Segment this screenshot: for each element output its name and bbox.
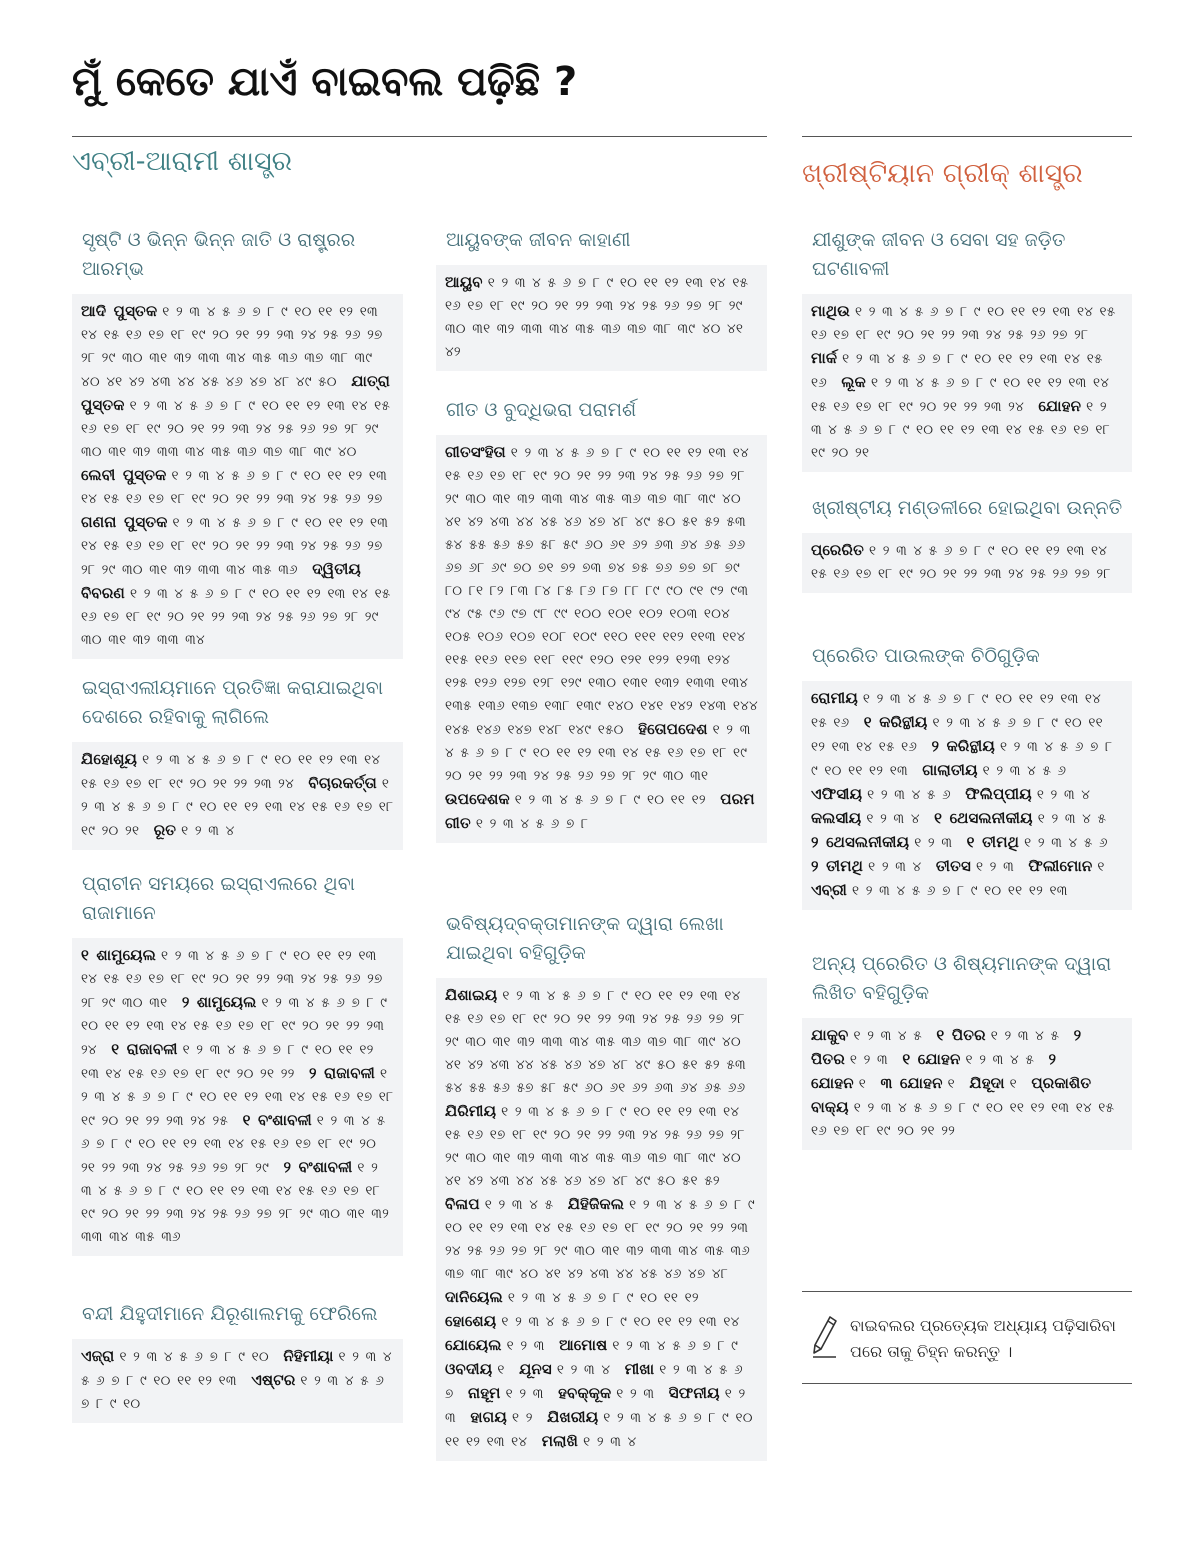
chapter-numbers[interactable]: ୧ ୨ ୩ ୪ ୫ ୬ ୭ ୮ ୯ ୧୦ ୧୧ ୧୨ ୧୩ ୧୪ ୧୫ ୧୬ ୧୭ ୧୮ ୧୯ ୨୦ ୨୧ ୨୨ ୨୩ ୨୪ ୨୫ ୨୬ ୨୭ ୨୮ ୨୯ ୩୦ ୩୧ (445, 722, 751, 784)
group-creation (72, 226, 403, 659)
book-name: ୧ ବଂଶାବଳୀ (242, 1111, 312, 1129)
book-item (967, 835, 1116, 851)
chapter-numbers[interactable]: ୧ ୨ ୩ ୪ ୫ ୬ ୭ ୮ ୯ ୧୦ ୧୧ ୧୨ ୧୩ ୧୪ ୧୫ ୧୬ ୧୭ ୧୮ ୧୯ ୨୦ ୨୧ ୨୨ ୨୩ ୨୪ (81, 995, 388, 1058)
book-name: ୧ ରାଜାବଳୀ (111, 1040, 178, 1058)
book-name: ୨ ଶାମୁୟେଲ (181, 993, 257, 1011)
book-item (445, 1290, 707, 1306)
group-title: ଅନ୍ୟ ପ୍ରେରିତ ଓ ଶିଷ୍ୟମାନଙ୍କ ଦ୍ୱାରା ଲିଖିତ ବହିଗୁଡ଼ିକ (812, 953, 1112, 1004)
book-item (445, 1104, 745, 1189)
book-name: ଯିହୋଶୂୟ (81, 750, 138, 768)
note-top-rule (802, 1291, 1132, 1292)
book-name: ଗଣନା ପୁସ୍ତକ (81, 513, 168, 531)
book-item (811, 883, 1076, 899)
group-title: ଭବିଷ୍ୟଦ୍‌ବକ୍ତାମାନଙ୍କ ଦ୍ୱାରା ଲେଖା ଯାଇଥିବା ବହିଗୁଡ଼ିକ (446, 913, 724, 964)
book-name: ଲେବୀ ପୁସ୍ତକ (81, 466, 167, 484)
book-name: ୧ କରିନ୍ଥୀୟ (863, 713, 928, 731)
book-name: ଯିହିଜିକଲ (567, 1195, 625, 1213)
chapter-numbers[interactable]: ୧ ୨ ୩ (445, 1386, 746, 1426)
greek-section-heading: ଖ୍ରୀଷ୍ଟିୟାନ ଗ୍ରୀକ୍‌ ଶାସ୍ତ୍ର (802, 158, 1083, 189)
page-title: ମୁଁ କେତେ ଯାଏଁ ବାଇବଲ ପଢ଼ିଛି ? (72, 59, 578, 105)
book-name: ଏଜ୍ରା (81, 1347, 115, 1365)
chapter-numbers[interactable]: ୧ (858, 1076, 866, 1092)
chapter-numbers[interactable]: ୧ ୨ ୩ ୪ ୫ ୬ ୭ ୮ ୯ ୧୦ ୧୧ ୧୨ ୧୩ ୧୪ ୧୫ ୧୬ ୧୭ ୧୮ ୧୯ ୨୦ ୨୧ ୨୨ ୨୩ ୨୪ ୨୫ ୨୬ ୨୭ ୨୮ ୨୯ ୩୦ ୩୧ ୩୨ ୩୩ ୩୪ (81, 586, 391, 648)
chapter-numbers[interactable]: ୧ ୨ ୩ ୪ ୫ (484, 1197, 554, 1213)
book-name: ୧ ତୀମଥି (966, 833, 1020, 851)
group-title: ପ୍ରାଚୀନ ସମୟରେ ଇସ୍ରାଏଲରେ ଥିବା ରାଜାମାନେ (82, 873, 355, 924)
book-name: ତୀତସ (935, 857, 971, 875)
book-name: ହିତୋପଦେଶ (638, 720, 708, 738)
book-name: ଗାଲାତୀୟ (922, 761, 978, 779)
book-name: ୧ ଯୋହନ (902, 1050, 961, 1068)
chapter-numbers[interactable]: ୧ ୨ ୩ ୪ ୫ ୬ ୭ ୮ ୯ ୧୦ ୧୧ ୧୨ ୧୩ ୧୪ ୧୫ ୧୬ (811, 691, 1101, 731)
book-name: ଯିଶାଇୟ (445, 986, 498, 1004)
book-name: ଓବଦୀୟ (445, 1360, 493, 1378)
book-name: ୨ ବଂଶାବଳୀ (283, 1158, 353, 1176)
chapter-numbers[interactable]: ୧ ୨ ୩ (975, 859, 1014, 875)
book-item (445, 1338, 553, 1354)
book-item (811, 811, 928, 827)
book-item (559, 1338, 746, 1354)
chapter-numbers[interactable]: ୧ ୨ ୩ ୪ ୫ ୬ ୭ ୮ ୯ ୧୦ ୧୧ ୧୨ ୧୩ ୧୪ ୧୫ ୧୬ ୧୭ ୧୮ ୧୯ ୨୦ ୨୧ (81, 776, 394, 839)
group-life-of-jesus (802, 226, 1132, 472)
chapter-numbers[interactable]: ୧ ୨ ୩ ୪ (866, 811, 920, 827)
book-item (542, 1434, 645, 1450)
book-item (445, 1314, 747, 1330)
chapter-numbers[interactable]: ୧ ୨ ୩ ୪ ୫ ୬ (1024, 835, 1108, 851)
chapter-numbers[interactable]: ୧ ୨ ୩ ୪ ୫ ୬ ୭ ୮ ୯ ୧୦ ୧୧ ୧୨ ୧୩ ୧୪ ୧୫ ୧୬ ୧୭ ୧୮ ୧୯ ୨୦ ୨୧ ୨୨ ୨୩ ୨୪ ୨୫ ୨୬ ୨୭ ୨୮ (811, 543, 1111, 582)
chapter-numbers[interactable]: ୧ ୨ ୩ ୪ ୫ ୬ (867, 787, 951, 803)
chapter-numbers[interactable]: ୧ ୨ ୩ ୪ ୫ ୬ ୭ ୮ ୯ ୧୦ ୧୧ ୧୨ ୧୩ ୧୪ (501, 1314, 740, 1330)
book-name: ହାଗୟ (470, 1408, 507, 1426)
book-name: ଯିରିମୀୟ (445, 1102, 497, 1120)
chapter-numbers[interactable]: ୧ ୨ ୩ ୪ ୫ ୬ ୭ ୮ ୯ ୧୦ ୧୧ ୧୨ ୧୩ (852, 883, 1068, 899)
chapter-numbers[interactable]: ୧ ୨ ୩ (506, 1338, 545, 1354)
chapter-box (436, 435, 767, 843)
chapter-numbers[interactable]: ୧ ୨ ୩ ୪ ୫ ୬ ୭ ୮ ୯ ୧୦ ୧୧ ୧୨ ୧୩ ୧୪ ୧୫ ୧୬ ୧୭ ୧୮ ୧୯ ୨୦ ୨୧ ୨୨ ୨୩ ୨୪ ୨୫ ୨୬ ୨୭ ୨୮ ୨୯ ୩୦ ୩୧ ୩୨ ୩୩ ୩୪ ୩୫ ୩୬ (81, 1160, 390, 1245)
book-name: ଆୟୁବ (445, 273, 483, 291)
title-divider-right (802, 136, 1132, 137)
chapter-numbers[interactable]: ୧ (497, 1362, 505, 1378)
book-name: ୨ କରିନ୍ଥୀୟ (931, 737, 995, 755)
chapter-numbers[interactable]: ୧ ୨ ୩ ୪ ୫ ୬ ୭ ୮ ୯ ୧୦ (119, 1349, 269, 1365)
chapter-numbers[interactable]: ୧ ୨ ୩ ୪ ୫ ୬ ୭ ୮ ୯ ୧୦ ୧୧ ୧୨ ୧୩ ୧୪ ୧୫ ୧୬ ୧୭ ୧୮ ୧୯ ୨୦ ୨୧ ୨୨ ୨୩ ୨୪ ୨୫ ୨୬ ୨୭ ୨୮ ୨୯ (81, 1113, 386, 1176)
book-item (969, 1076, 1024, 1092)
chapter-numbers[interactable]: ୧ ୨ ୩ ୪ ୫ ୬ ୭ ୮ ୯ ୧୦ ୧୧ ୧୨ ୧୩ ୧୪ ୧୫ ୧୬ ୧୭ ୧୮ ୧୯ ୨୦ ୨୧ ୨୨ (81, 1042, 374, 1082)
group-job (436, 226, 767, 371)
note-text: ବାଇବଲର ପ୍ରତ୍ୟେକ ଅଧ୍ୟାୟ ପଢ଼ିସାରିବା ପରେ ତାକୁ ଚିହ୍ନ କରନ୍ତୁ । (850, 1316, 1116, 1361)
book-item (470, 1410, 540, 1426)
book-name: ଯିହୂଦା (969, 1074, 1005, 1092)
chapter-numbers[interactable]: ୧ ୨ ୩ ୪ (181, 823, 235, 839)
book-item (936, 1028, 1067, 1044)
chapter-numbers[interactable]: ୧ (1009, 1076, 1017, 1092)
book-name: ଦାନିୟେଲ (445, 1288, 503, 1306)
book-name: ମାର୍କ (811, 349, 838, 367)
book-name: ଫିଲୀମୋନ (1028, 857, 1093, 875)
chapter-numbers[interactable]: ୧ ୨ ୩ ୪ ୫ ୬ ୭ ୮ ୯ ୧୦ ୧୧ ୧୨ ୧୩ ୧୪ ୧୫ ୧୬ (811, 715, 1103, 755)
group-title: ବନ୍ଦୀ ଯିହୁଦୀମାନେ ଯିରୂଶାଲମକୁ ଫେରିଲେ (82, 1303, 378, 1325)
book-name: ଫିଲିପ୍ପୀୟ (965, 785, 1032, 803)
chapter-numbers[interactable]: ୧ ୨ ୩ ୪ ୫ ୬ ୭ ୮ ୯ ୧୦ ୧୧ ୧୨ ୧୩ ୧୪ ୧୫ ୧୬ (811, 351, 1103, 391)
chapter-numbers[interactable]: ୧ ୨ ୩ ୪ ୫ ୬ ୭ ୮ ୯ ୧୦ ୧୧ ୧୨ ୧୩ (81, 1349, 392, 1389)
book-item (811, 835, 960, 851)
group-prophets (436, 910, 767, 1461)
title-divider-left (72, 136, 767, 137)
group-songs-wisdom (436, 396, 767, 843)
book-item (445, 445, 758, 738)
chapter-numbers[interactable]: ୧ ୨ ୩ ୪ ୫ ୬ ୭ ୮ ୯ ୧୦ ୧୧ ୧୨ ୧୩ ୧୪ ୧୫ ୧୬ ୧୭ ୧୮ ୧୯ ୨୦ ୨୧ ୨୨ ୨୩ ୨୪ ୨୫ ୨୬ ୨୭ ୨୮ ୨୯ ୩୦ ୩୧ ୩୨ ୩୩ ୩୪ ୩୫ ୩୬ ୩୭ ୩୮ ୩୯ ୪୦ (81, 398, 391, 460)
chapter-numbers[interactable]: ୧ ୨ ୩ ୪ ୫ ୬ ୭ ୮ ୯ ୧୦ ୧୧ ୧୨ ୧୩ ୧୪ ୧୫ ୧୬ ୧୭ ୧୮ ୧୯ ୨୦ ୨୧ ୨୨ ୨୩ ୨୪ (81, 752, 381, 792)
book-name: ଦ୍ୱିତୀୟ ବିବରଣ (81, 560, 362, 602)
chapter-numbers[interactable]: ୧ ୨ ୩ ୪ (868, 859, 922, 875)
book-item (445, 1197, 561, 1213)
book-name: ଏଫିସୀୟ (811, 785, 863, 803)
group-title: ଇସ୍ରାଏଲୀୟମାନେ ପ୍ରତିଜ୍ଞା କରାଯାଇଥିବା ଦେଶରେ ରହିବାକୁ ଲାଗିଲେ (82, 677, 384, 728)
book-name: ୨ ଥେସଲନୀକୀୟ (811, 833, 910, 851)
chapter-numbers[interactable]: ୧ ୨ ୩ ୪ ୫ ୬ ୭ ୮ ୯ ୧୦ ୧୧ ୧୨ (514, 792, 706, 808)
book-name: ଯୋହନ (1038, 397, 1082, 415)
chapter-numbers[interactable]: ୧ ୨ ୩ ୪ (1036, 787, 1091, 803)
group-title: ଯୀଶୁଙ୍କ ଜୀବନ ଓ ସେବା ସହ ଜଡ଼ିତ ଘଟଣାବଳୀ (812, 229, 1066, 280)
book-name: ନାହୂମ (467, 1384, 501, 1402)
chapter-numbers[interactable]: ୧ ୨ ୩ ୪ ୫ (853, 1028, 922, 1044)
chapter-numbers[interactable]: ୧ ୨ ୩ ୪ ୫ ୬ ୭ ୮ ୯ (612, 1338, 739, 1354)
book-name: ମଲାଖି (541, 1432, 579, 1450)
group-promised-land (72, 674, 403, 850)
chapter-numbers[interactable]: ୧ ୨ ୩ ୪ ୫ ୬ ୭ ୮ ୯ ୧୦ ୧୧ ୧୨ ୧୩ ୧୪ ୧୫ ୧୬ ୧୭ ୧୮ ୧୯ ୨୦ ୨୧ ୨୨ ୨୩ ୨୪ ୨୫ ୨୬ ୨୭ ୨୮ ୨୯ ୩୦ ୩୧ ୩୨ ୩୩ ୩୪ ୩୫ ୩୬ ୩୭ ୩୮ ୩୯ ୪୦ ୪୧ ୪୨ ୪୩ ୪୪ ୪୫ ୪୬ ୪୭ ୪୮ (445, 1197, 755, 1282)
chapter-numbers[interactable]: ୧ ୨ ୩ (616, 1386, 655, 1402)
book-name: ଯାତ୍ରା ପୁସ୍ତକ (81, 372, 391, 414)
chapter-numbers[interactable]: ୧ ୨ ୩ ୪ ୫ ୬ ୭ ୮ ୯ ୧୦ ୧୧ ୧୨ (507, 1290, 699, 1306)
reading-note (802, 1291, 1132, 1383)
book-name: ବିଚାରକର୍ତ୍ତା (308, 774, 377, 792)
chapter-numbers[interactable]: ୧ ୨ ୩ ୪ ୫ ୬ ୭ ୮ ୯ ୧୦ ୧୧ ୧୨ ୧୩ ୧୪ ୧୫ ୧୬ ୧୭ ୧୮ ୧୯ ୨୦ ୨୧ ୨୨ ୨୩ ୨୪ ୨୫ ୨୬ ୨୭ ୨୮ ୨୯ ୩୦ ୩୧ ୩୨ ୩୩ ୩୪ ୩୫ ୩୬ ୩୭ ୩୮ ୩୯ ୪୦ ୪୧ ୪୨ ୪୩ ୪୪ ୪୫ ୪୬ ୪୭ ୪୮ ୪୯ ୫୦ (81, 304, 383, 390)
chapter-numbers[interactable]: ୧ ୨ ୩ ୪ ୫ ୬ ୭ ୮ ୯ ୧୦ ୧୧ ୧୨ ୧୩ ୧୪ ୧୫ ୧୬ ୧୭ ୧୮ ୧୯ ୨୦ ୨୧ ୨୨ ୨୩ ୨୪ ୨୫ ୨୬ ୨୭ ୨୮ ୨୯ ୩୦ ୩୧ ୩୨ ୩୩ ୩୪ ୩୫ ୩୬ (81, 515, 389, 578)
chapter-box (72, 1339, 403, 1423)
book-name: ୨ ରାଜାବଳୀ (309, 1064, 375, 1082)
chapter-box (436, 978, 767, 1461)
group-title: ଆୟୁବଙ୍କ ଜୀବନ କାହାଣୀ (446, 229, 631, 251)
book-item (468, 1386, 552, 1402)
book-item (965, 787, 1098, 803)
book-name: ଆମୋଷ (559, 1336, 608, 1354)
book-name: ଏବ୍ରୀ (811, 881, 848, 899)
book-item (811, 304, 1115, 343)
group-title: ପ୍ରେରିତ ପାଉଲଙ୍କ ଚିଠିଗୁଡ଼ିକ (812, 645, 1040, 667)
book-name: ନିହିମୀୟା (283, 1347, 334, 1365)
chapter-numbers[interactable]: ୧ ୨ ୩ ୪ ୫ ୬ ୭ ୮ ୯ ୧୦ ୧୧ ୧୨ ୧୩ ୧୪ ୧୫ ୧୬ ୧୭ ୧୮ ୧୯ ୨୦ ୨୧ ୨୨ ୨୩ ୨୪ ୨୫ ୨୬ ୨୭ (81, 468, 387, 507)
chapter-box (436, 265, 767, 371)
book-item (811, 787, 959, 803)
book-name: ବିଳାପ (445, 1195, 480, 1213)
book-name: ୧ ଥେସଲନୀକୀୟ (934, 809, 1033, 827)
chapter-numbers[interactable]: ୧ (947, 1076, 955, 1092)
chapter-numbers[interactable]: ୧ ୨ ୩ (849, 1052, 888, 1068)
book-item (811, 543, 1119, 582)
book-item (519, 1362, 618, 1378)
chapter-numbers[interactable]: ୧ ୨ ୩ ୪ ୫ ୬ ୭ ୮ ୯ ୧୦ ୧୧ ୧୨ ୧୩ ୧୪ ୧୫ ୧୬ ୧୭ ୧୮ ୧୯ ୨୦ ୨୧ ୨୨ ୨୩ ୨୪ ୨୫ ୨୬ ୨୭ ୨୮ ୨୯ ୩୦ ୩୧ (81, 948, 383, 1011)
chapter-numbers[interactable]: ୧ ୨ ୩ ୪ ୫ (965, 1052, 1034, 1068)
chapter-box (802, 1018, 1132, 1150)
book-name: ଯୂନସ (519, 1360, 552, 1378)
group-title: ସୃଷ୍ଟି ଓ ଭିନ୍ନ ଭିନ୍ନ ଜାତି ଓ ରାଷ୍ଟ୍ରର ଆରମ୍ଭ (82, 229, 356, 280)
chapter-box (802, 294, 1132, 472)
book-name: ରୋମୀୟ (811, 689, 858, 707)
book-name: ୧ ଶାମୁୟେଲ (81, 946, 156, 964)
chapter-numbers[interactable]: ୧ ୨ ୩ ୪ ୫ ୬ ୭ ୮ ୯ ୧୦ ୧୧ ୧୨ ୧୩ ୧୪ (445, 1410, 753, 1450)
book-name: ପ୍ରେରିତ (811, 541, 864, 559)
book-name: କଲସୀୟ (811, 809, 862, 827)
book-item (558, 1386, 662, 1402)
book-item (445, 792, 714, 808)
book-item (880, 1076, 962, 1092)
note-bottom-rule (802, 1383, 1132, 1384)
book-item (902, 1052, 1042, 1068)
chapter-numbers[interactable]: ୧ ୨ ୩ ୪ ୫ ୬ ୭ ୮ ୯ ୧୦ ୧୧ ୧୨ ୧୩ ୧୪ ୧୫ ୧୬ ୧୭ ୧୮ ୧୯ ୨୦ ୨୧ ୨୨ ୨୩ ୨୪ ୨୫ ୨୬ ୨୭ ୨୮ ୨୯ ୩୦ ୩୧ ୩୨ ୩୩ ୩୪ ୩୫ ୩୬ ୩୭ ୩୮ ୩୯ ୪୦ ୪୧ ୪୨ ୪୩ ୪୪ ୪୫ ୪୬ ୪୭ ୪୮ ୪୯ ୫୦ ୫୧ ୫୨ ୫୩ ୫୪ ୫୫ ୫୬ ୫୭ ୫୮ ୫୯ ୬୦ ୬୧ ୬୨ ୬୩ ୬୪ ୬୫ ୬୬ ୬୭ ୬୮ ୬୯ ୭୦ ୭୧ ୭୨ ୭୩ ୭୪ ୭୫ ୭୬ ୭୭ ୭୮ ୭୯ ୮୦ ୮୧ ୮୨ ୮୩ ୮୪ ୮୫ ୮୬ ୮୭ ୮୮ ୮୯ ୯୦ ୯୧ ୯୨ ୯୩ ୯୪ ୯୫ ୯୬ ୯୭ ୯୮ ୯୯ ୧୦୦ ୧୦୧ ୧୦୨ ୧୦୩ ୧୦୪ ୧୦୫ ୧୦୬ ୧୦୭ ୧୦୮ ୧୦୯ ୧୧୦ ୧୧୧ ୧୧୨ ୧୧୩ ୧୧୪ ୧୧୫ ୧୧୬ ୧୧୭ ୧୧୮ ୧୧୯ ୧୨୦ ୧୨୧ ୧୨୨ ୧୨୩ ୧୨୪ ୧୨୫ ୧୨୬ ୧୨୭ ୧୨୮ ୧୨୯ ୧୩୦ ୧୩୧ ୧୩୨ ୧୩୩ ୧୩୪ ୧୩୫ ୧୩୬ ୧୩୭ ୧୩୮ ୧୩୯ ୧୪୦ ୧୪୧ ୧୪୨ ୧୪୩ ୧୪୪ ୧୪୫ ୧୪୬ ୧୪୭ ୧୪୮ ୧୪୯ ୧୫୦ (445, 445, 758, 738)
book-item (445, 1362, 513, 1378)
book-item (81, 304, 383, 390)
chapter-numbers[interactable]: ୧ ୨ ୩ ୪ ୫ ୬ ୭ ୮ ୯ ୧୦ ୧୧ ୧୨ ୧୩ (811, 739, 1113, 779)
book-name: ୨ ଯୋହନ (811, 1050, 1057, 1092)
group-congregation-growth (802, 494, 1132, 593)
book-item (445, 275, 748, 360)
book-item (154, 823, 243, 839)
book-name: ଗୀତସଂହିତା (445, 443, 506, 461)
chapter-numbers[interactable]: ୧ ୨ ୩ ୪ ୫ ୬ ୭ ୮ ୯ ୧୦ ୧୧ ୧୨ ୧୩ ୧୪ ୧୫ ୧୬ ୧୭ ୧୮ ୧୯ ୨୦ ୨୧ ୨୨ (811, 1100, 1115, 1139)
book-name: ୩ ଯୋହନ (880, 1074, 943, 1092)
chapter-numbers[interactable]: ୧ ୨ ୩ ୪ ୫ ୬ ୭ ୮ ୯ ୧୦ ୧୧ ୧୨ ୧୩ ୧୪ ୧୫ ୧୬ ୧୭ ୧୮ ୧୯ ୨୦ ୨୧ ୨୨ ୨୩ ୨୪ ୨୫ (81, 1066, 394, 1129)
book-item (811, 1028, 930, 1044)
chapter-numbers[interactable]: ୧ ୨ ୩ ୪ ୫ (990, 1028, 1060, 1044)
chapter-numbers[interactable]: ୧ ୨ ୩ ୪ ୫ ୬ ୭ ୮ ୯ ୧୦ ୧୧ ୧୨ ୧୩ ୧୪ ୧୫ ୧୬ ୧୭ ୧୮ ୧୯ ୨୦ ୨୧ ୨୨ ୨୩ ୨୪ ୨୫ ୨୬ ୨୭ ୨୮ ୨୯ ୩୦ ୩୧ ୩୨ ୩୩ ୩୪ ୩୫ ୩୬ ୩୭ ୩୮ ୩୯ ୪୦ ୪୧ ୪୨ (445, 275, 749, 360)
book-name: ୨ ତୀମଥି (811, 857, 864, 875)
book-name: ଆଦି ପୁସ୍ତକ (81, 302, 158, 320)
book-item (936, 859, 1022, 875)
book-name: ୨ ପିତର (811, 1026, 1082, 1068)
chapter-numbers[interactable]: ୧ ୨ ୩ ୪ ୫ (1037, 811, 1107, 827)
book-name: ହବକ୍‌କୂକ (558, 1384, 612, 1402)
chapter-numbers[interactable]: ୧ ୨ ୩ ୪ (583, 1434, 637, 1450)
chapter-numbers[interactable]: ୧ ୨ ୩ ୪ ୫ ୬ ୭ ୮ ୯ ୧୦ ୧୧ ୧୨ ୧୩ ୧୪ ୧୫ ୧୬ ୧୭ ୧୮ ୧୯ ୨୦ ୨୧ ୨୨ ୨୩ ୨୪ ୨୫ ୨୬ ୨୭ ୨୮ ୨୯ ୩୦ ୩୧ ୩୨ ୩୩ ୩୪ ୩୫ ୩୬ ୩୭ ୩୮ ୩୯ ୪୦ ୪୧ ୪୨ ୪୩ ୪୪ ୪୫ ୪୬ ୪୭ ୪୮ ୪୯ ୫୦ ୫୧ ୫୨ (445, 1104, 745, 1189)
book-name: ହୋଶେୟ (445, 1312, 497, 1330)
book-name: ମାଥିଉ (811, 302, 850, 320)
chapter-numbers[interactable]: ୧ ୨ ୩ (505, 1386, 544, 1402)
chapter-box (72, 294, 403, 659)
chapter-numbers[interactable]: ୧ ୨ (511, 1410, 533, 1426)
book-item (81, 1349, 277, 1365)
chapter-box (72, 742, 403, 850)
chapter-box (802, 681, 1132, 910)
group-return-from-exile (72, 1300, 403, 1423)
book-item (922, 763, 1074, 779)
book-name: ଲୂକ (841, 373, 866, 391)
book-name: ଯୋୟେଲ (445, 1336, 502, 1354)
book-name: ୧ ପିତର (936, 1026, 986, 1044)
book-name: ଉପଦେଶକ (445, 790, 510, 808)
group-other-letters (802, 950, 1132, 1150)
book-item (81, 468, 391, 507)
chapter-numbers[interactable]: ୧ ୨ ୩ ୪ (556, 1362, 611, 1378)
book-name: ଯିଖରୀୟ (547, 1408, 599, 1426)
chapter-numbers[interactable]: ୧ ୨ ୩ ୪ ୫ ୬ ୭ (445, 1362, 743, 1402)
hebrew-section-heading: ଏବ୍ରୀ-ଆରାମୀ ଶାସ୍ତ୍ର (72, 146, 293, 177)
book-name: ମୀଖା (624, 1360, 655, 1378)
book-item (445, 988, 753, 1096)
book-name: ପରମ ଗୀତ (445, 790, 755, 832)
chapter-numbers[interactable]: ୧ ୨ ୩ ୪ ୫ ୬ ୭ ୮ ୯ ୧୦ (81, 1373, 385, 1412)
chapter-box (72, 938, 403, 1256)
chapter-numbers[interactable]: ୧ (1097, 859, 1105, 875)
group-kings (72, 870, 403, 1256)
chapter-numbers[interactable]: ୧ ୨ ୩ ୪ ୫ ୬ (982, 763, 1067, 779)
chapter-numbers[interactable]: ୧ ୨ ୩ (914, 835, 953, 851)
group-title: ଗୀତ ଓ ବୁଦ୍ଧିଭରା ପରାମର୍ଶ (446, 399, 637, 421)
chapter-numbers[interactable]: ୧ ୨ ୩ ୪ ୫ ୬ ୭ ୮ ୯ ୧୦ ୧୧ ୧୨ ୧୩ ୧୪ ୧୫ ୧୬ ୧୭ ୧୮ ୧୯ ୨୦ ୨୧ ୨୨ ୨୩ ୨୪ ୨୫ ୨୬ ୨୭ ୨୮ (811, 304, 1116, 343)
chapter-numbers[interactable]: ୧ ୨ ୩ ୪ ୫ ୬ ୭ ୮ ୯ ୧୦ ୧୧ ୧୨ ୧୩ ୧୪ ୧୫ ୧୬ ୧୭ ୧୮ ୧୯ ୨୦ ୨୧ (811, 399, 1110, 461)
book-item (1028, 859, 1112, 875)
book-name: ଯାକୁବ (811, 1026, 849, 1044)
book-name: ରୂତ (153, 821, 177, 839)
book-item (934, 811, 1114, 827)
book-item (811, 859, 929, 875)
chapter-numbers[interactable]: ୧ ୨ ୩ ୪ ୫ ୬ ୭ ୮ ୯ ୧୦ ୧୧ ୧୨ ୧୩ ୧୪ ୧୫ ୧୬ ୧୭ ୧୮ ୧୯ ୨୦ ୨୧ ୨୨ ୨୩ ୨୪ (811, 375, 1110, 415)
book-name: ସିଫନୀୟ (668, 1384, 720, 1402)
pencil-icon (812, 1315, 838, 1359)
book-name: ପ୍ରକାଶିତ ବାକ୍ୟ (811, 1074, 1092, 1116)
chapter-numbers[interactable]: ୧ ୨ ୩ ୪ ୫ ୬ ୭ ୮ ୯ ୧୦ ୧୧ ୧୨ ୧୩ ୧୪ ୧୫ ୧୬ ୧୭ ୧୮ ୧୯ ୨୦ ୨୧ ୨୨ ୨୩ ୨୪ ୨୫ ୨୬ ୨୭ ୨୮ ୨୯ ୩୦ ୩୧ ୩୨ ୩୩ ୩୪ ୩୫ ୩୬ ୩୭ ୩୮ ୩୯ ୪୦ ୪୧ ୪୨ ୪୩ ୪୪ ୪୫ ୪୬ ୪୭ ୪୮ ୪୯ ୫୦ ୫୧ ୫୨ ୫୩ ୫୪ ୫୫ ୫୬ ୫୭ ୫୮ ୫୯ ୬୦ ୬୧ ୬୨ ୬୩ ୬୪ ୬୫ ୬୬ (445, 988, 746, 1096)
book-name: ଏଷ୍ଟର (251, 1371, 296, 1389)
group-paul-letters (802, 642, 1132, 910)
group-title: ଖ୍ରୀଷ୍ଟୀୟ ମଣ୍ଡଳୀରେ ହୋଇଥିବା ଉନ୍ନତି (812, 497, 1123, 519)
chapter-numbers[interactable]: ୧ ୨ ୩ ୪ ୫ ୬ ୭ ୮ (475, 816, 589, 832)
chapter-box (802, 533, 1132, 593)
